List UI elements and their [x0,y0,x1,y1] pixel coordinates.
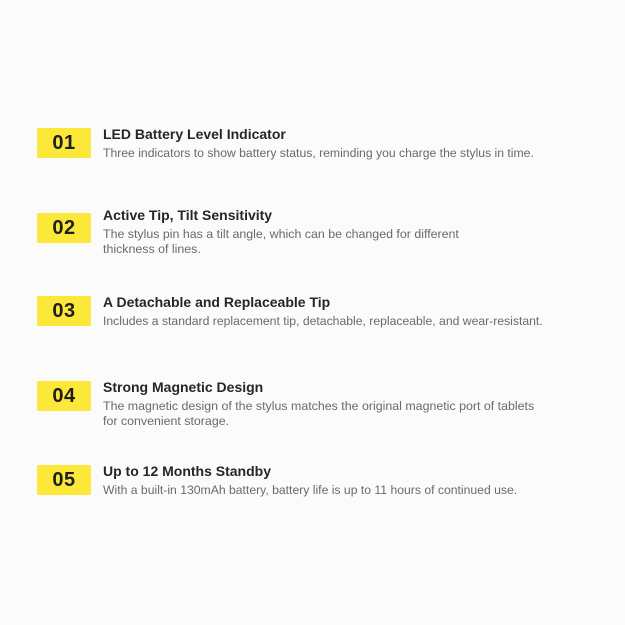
feature-description [103,227,593,257]
feature-title: Active Tip, Tilt Sensitivity [103,207,273,223]
feature-title: LED Battery Level Indicator [103,126,286,142]
feature-description-line: for convenient storage. [103,414,230,428]
feature-number-badge: 02 [37,213,91,243]
feature-title: Up to 12 Months Standby [103,463,271,479]
feature-description: With a built-in 130mAh battery, battery life is up to 11 hours of continued use. [103,483,518,497]
feature-text [103,462,603,498]
feature-number-badge: 04 [37,381,91,411]
feature-text [103,125,603,161]
feature-description-line: thickness of lines. [103,242,201,256]
feature-description: Three indicators to show battery status, reminding you charge the stylus in time. [103,146,534,160]
feature-title: A Detachable and Replaceable Tip [103,294,331,310]
feature-description-line: The magnetic design of the stylus matches the original magnetic port of tablets [103,399,535,413]
feature-description-line: The stylus pin has a tilt angle, which can be changed for different [103,227,459,241]
feature-description [103,399,593,429]
feature-number-badge: 05 [37,465,91,495]
feature-text [103,378,603,429]
feature-number-badge: 03 [37,296,91,326]
feature-description: Includes a standard replacement tip, detachable, replaceable, and wear-resistant. [103,314,543,328]
feature-text [103,206,603,257]
feature-text [103,293,603,329]
feature-title: Strong Magnetic Design [103,379,264,395]
feature-number-badge: 01 [37,128,91,158]
